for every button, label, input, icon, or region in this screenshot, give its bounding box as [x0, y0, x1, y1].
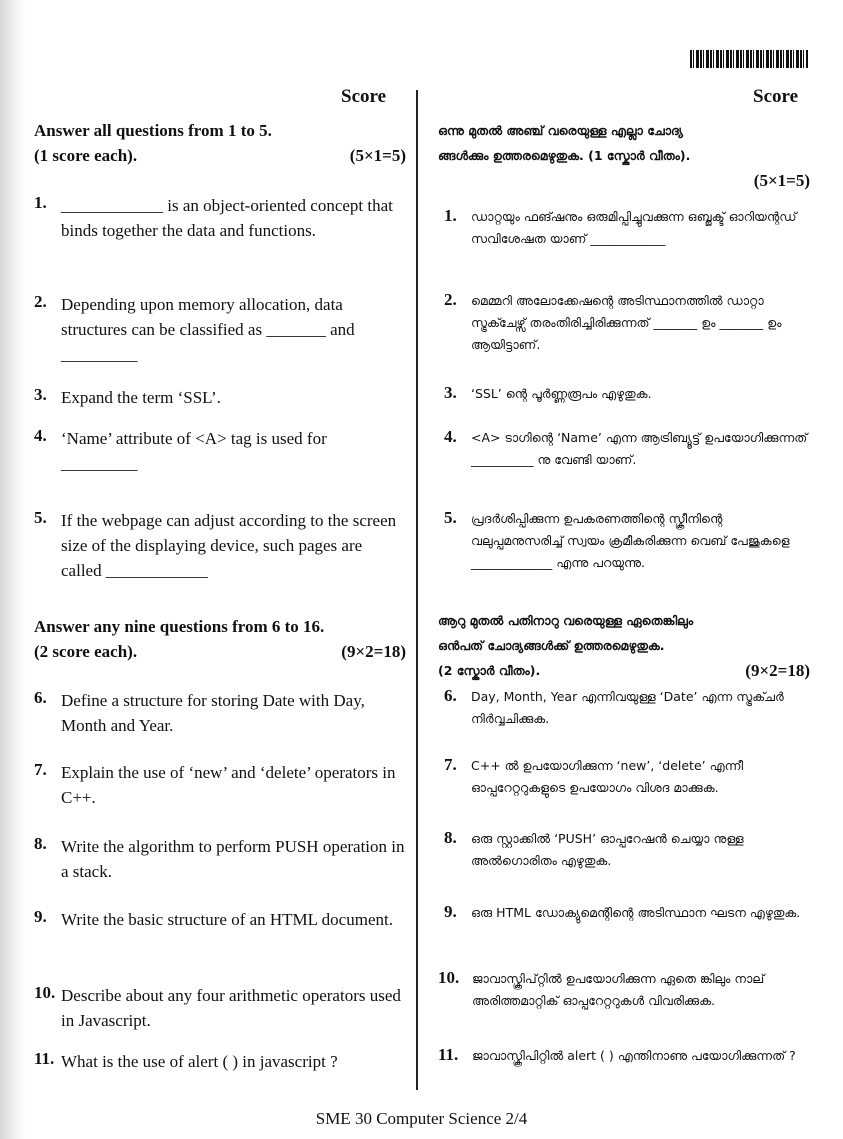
- question-10: [34, 983, 406, 1033]
- question-10-ml: [438, 968, 810, 1012]
- question-4-ml: [444, 427, 810, 471]
- question-number: 4.: [34, 426, 47, 445]
- question-text: Write the basic structure of an HTML document.: [61, 910, 393, 929]
- left-section-2-instructions: [34, 614, 406, 664]
- section-1-line-1: Answer all questions from 1 to 5.: [34, 121, 272, 140]
- question-number: 3.: [34, 385, 47, 404]
- score-header-right: Score: [753, 86, 799, 107]
- question-11-ml: [438, 1045, 810, 1067]
- question-3-ml: [444, 383, 810, 405]
- question-number: 9.: [444, 902, 457, 921]
- section-2-line-2-row: [34, 639, 406, 664]
- question-9-ml: [444, 902, 810, 924]
- section-2-ml-line-1: ആറു മുതൽ പതിനാറു വരെയുള്ള ഏതെങ്കിലും: [438, 613, 694, 628]
- scan-edge-shadow: [0, 0, 26, 1139]
- section-2-marks: (9×2=18): [341, 642, 406, 661]
- question-number: 5.: [444, 508, 457, 527]
- section-2-line-2: (2 score each).: [34, 642, 138, 661]
- question-number: 6.: [444, 686, 457, 705]
- right-section-2-instructions: [438, 608, 810, 683]
- question-5: [34, 508, 406, 583]
- question-11: [34, 1049, 406, 1074]
- question-number: 9.: [34, 907, 47, 926]
- question-text: ജാവാസ്ക്രിപിറ്റിൽ alert ( ) എന്തിനാണു പയോഗിക്കുന്നത് ?: [472, 1048, 796, 1063]
- question-4: [34, 426, 406, 476]
- right-section-1-instructions: [438, 118, 810, 193]
- question-number: 11.: [438, 1045, 459, 1064]
- question-2: [34, 292, 406, 367]
- question-number: 2.: [444, 290, 457, 309]
- question-1-ml: [444, 206, 810, 250]
- section-1-ml-line-1: ഒന്നു മുതൽ അഞ്ച് വരെയുള്ള എല്ലാ ചോദ്യ: [438, 123, 683, 138]
- page-footer: SME 30 Computer Science 2/4: [315, 1109, 528, 1128]
- question-number: 7.: [34, 760, 47, 779]
- section-2-ml-line-3-row: [438, 658, 810, 683]
- question-number: 6.: [34, 688, 47, 707]
- section-2-ml-line-3: (2 സ്കോർ വീതം).: [438, 663, 541, 678]
- question-text: ജാവാസ്ക്രിപ്റ്റിൽ ഉപയോഗിക്കുന്ന ഏതെ ങ്കിലും നാല് അരിത്തമാറ്റിക് ഓപ്പറേറ്ററുകൾ വിവരിക്കുക.: [472, 971, 765, 1008]
- question-text: If the webpage can adjust according to the screen size of the displaying device, such pages are called ____________: [61, 511, 397, 580]
- score-header-left: Score: [341, 86, 387, 107]
- section-2-line-1: Answer any nine questions from 6 to 16.: [34, 617, 325, 636]
- question-text: Explain the use of ‘new’ and ‘delete’ operators in C++.: [61, 763, 396, 807]
- question-number: 11.: [34, 1049, 55, 1068]
- column-divider: [416, 90, 418, 1090]
- question-3: [34, 385, 406, 410]
- question-7: [34, 760, 406, 810]
- question-text: Write the algorithm to perform PUSH operation in a stack.: [61, 837, 405, 881]
- question-6-ml: [444, 686, 810, 730]
- left-section-1-instructions: [34, 118, 406, 168]
- question-7-ml: [444, 755, 810, 799]
- question-text: ‘SSL’ ന്റെ പൂർണ്ണരൂപം എഴുതുക.: [471, 386, 652, 401]
- question-number: 8.: [34, 834, 47, 853]
- question-number: 8.: [444, 828, 457, 847]
- section-1-ml-marks: (5×1=5): [753, 171, 810, 190]
- question-number: 7.: [444, 755, 457, 774]
- question-2-ml: [444, 290, 810, 356]
- question-text: മെമ്മറി അലോക്കേഷന്റെ അടിസ്ഥാനത്തിൽ ഡാറ്റാ സ്ട്രക്ചേഴ്സ് തരംതിരിച്ചിരിക്കുന്നത് _______ ഉം _______ ഉം ആയിട്ടാണ്.: [471, 293, 782, 352]
- question-6: [34, 688, 406, 738]
- question-text: ഒരു HTML ഡോക്യുമെന്റിന്റെ അടിസ്ഥാന ഘടന എഴുതുക.: [471, 905, 801, 920]
- section-1-line-2: (1 score each).: [34, 146, 138, 165]
- question-text: What is the use of alert ( ) in javascript ?: [61, 1052, 338, 1071]
- question-text: ‘Name’ attribute of <A> tag is used for _________: [61, 429, 327, 473]
- question-number: 10.: [34, 983, 56, 1002]
- barcode: [690, 50, 808, 68]
- question-text: Define a structure for storing Date with Day, Month and Year.: [61, 691, 365, 735]
- question-number: 1.: [34, 193, 47, 212]
- question-text: Depending upon memory allocation, data structures can be classified as _______ and _________: [61, 295, 355, 364]
- question-text: പ്രദർശിപ്പിക്കുന്ന ഉപകരണത്തിന്റെ സ്ക്രീനിന്റെ വലുപ്പമനുസരിച്ച് സ്വയം ക്രമീകരിക്കുന്ന വെബ് പേജുകളെ _____________ എന്നു പറയുന്നു.: [471, 511, 790, 570]
- section-2-ml-marks: (9×2=18): [745, 661, 810, 680]
- question-number: 3.: [444, 383, 457, 402]
- question-text: ____________ is an object-oriented concept that binds together the data and functions.: [61, 196, 393, 240]
- question-number: 4.: [444, 427, 457, 446]
- question-number: 1.: [444, 206, 457, 225]
- question-1: [34, 193, 406, 243]
- question-text: Expand the term ‘SSL’.: [61, 388, 221, 407]
- question-number: 5.: [34, 508, 47, 527]
- question-number: 10.: [438, 968, 460, 987]
- question-text: Day, Month, Year എന്നിവയുള്ള ‘Date’ എന്ന സ്ട്രക്ചർ നിർവ്വചിക്കുക.: [471, 689, 784, 726]
- question-text: Describe about any four arithmetic operators used in Javascript.: [61, 986, 401, 1030]
- question-5-ml: [444, 508, 810, 574]
- question-text: ഡാറ്റയും ഫങ്ഷനും ഒരുമിപ്പിച്ചുവക്കുന്ന ഒബ്ജക്ട് ഓറിയന്റഡ് സവിശേഷത യാണ് ____________: [471, 209, 797, 246]
- section-2-ml-line-2: ഒൻപത് ചോദ്യങ്ങൾക്ക് ഉത്തരമെഴുതുക.: [438, 638, 665, 653]
- question-text: <A> ടാഗിന്റെ ‘Name’ എന്ന ആട്രിബ്യൂട്ട് ഉപയോഗിക്കുന്നത് __________ നു വേണ്ടി യാണ്.: [471, 430, 808, 467]
- question-8: [34, 834, 406, 884]
- question-8-ml: [444, 828, 810, 872]
- section-1-marks: (5×1=5): [349, 146, 406, 165]
- section-1-ml-line-2: ങ്ങൾക്കും ഉത്തരമെഴുതുക. (1 സ്കോർ വീതം).: [438, 148, 691, 163]
- question-text: ഒരു സ്റ്റാക്കിൽ ‘PUSH’ ഓപ്പറേഷൻ ചെയ്യാ നുള്ള അൽഗൊരിതം എഴുതുക.: [471, 831, 744, 868]
- section-1-line-2-row: [34, 143, 406, 168]
- question-number: 2.: [34, 292, 47, 311]
- question-9: [34, 907, 406, 932]
- question-text: C++ ൽ ഉപയോഗിക്കുന്ന ‘new’, ‘delete’ എന്നീ ഓപ്പറേറ്ററുകളുടെ ഉപയോഗം വിശദ മാക്കുക.: [471, 758, 744, 795]
